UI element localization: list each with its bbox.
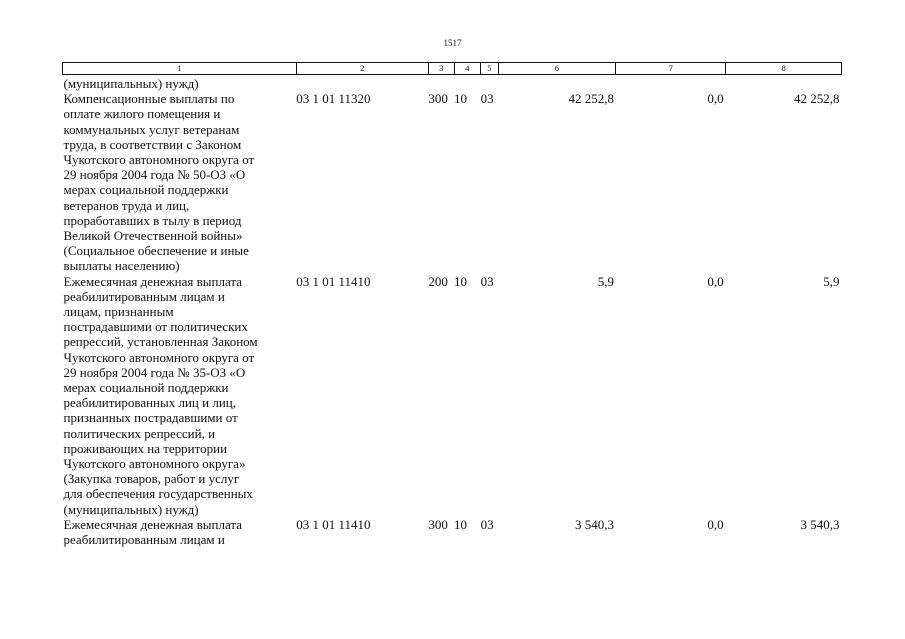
row-description: Ежемесячная денежная выплата реабилитированным лицам и bbox=[63, 516, 242, 548]
row-code: 03 1 01 11410 bbox=[296, 273, 371, 289]
row-col-3: 300 bbox=[428, 91, 448, 107]
row-col-4: 10 bbox=[454, 91, 468, 107]
header-cell-6: 6 bbox=[498, 63, 616, 75]
header-cell-5: 5 bbox=[481, 63, 498, 75]
row-description: Компенсационные выплаты по оплате жилого помещения и коммунальных услуг ветеранам труда, в соответствии с Законом Чукотского автономного округа от 29 ноября 2004 года № 50-ОЗ «О мерах социальной поддержки ветеранов труда и лиц, проработавших в тылу в период Великой Отечественной войны» (Социальное обеспечение и иные выплаты населению) bbox=[63, 91, 255, 274]
table-row bbox=[63, 91, 842, 273]
header-cell-1: 1 bbox=[63, 63, 297, 75]
table-row bbox=[63, 274, 842, 517]
header-cell-7: 7 bbox=[616, 63, 726, 75]
row-col-8: 42 252,8 bbox=[794, 91, 840, 107]
row-col-5: 03 bbox=[480, 516, 494, 532]
row-description: Ежемесячная денежная выплата реабилитированным лицам и лицам, признанным пострадавшими от политических репрессий, установленная Законом Чукотского автономного округа от 29 ноября 2004 года № 35-ОЗ «О мерах социальной поддержки реабилитированных лиц и лиц, признанных пострадавшими от политических репрессий, и проживающих на территории Чукотского автономного округа» (Закупка товаров, работ и услуг для обеспечения государственных (муниципальных) нужд) bbox=[63, 273, 258, 517]
row-code: 03 1 01 11320 bbox=[296, 91, 371, 107]
row-col-8: 3 540,3 bbox=[800, 516, 840, 532]
row-col-6: 42 252,8 bbox=[568, 91, 614, 107]
header-cell-2: 2 bbox=[296, 63, 428, 75]
row-col-6: 5,9 bbox=[597, 273, 614, 289]
table-row bbox=[63, 517, 842, 547]
header-cell-8: 8 bbox=[726, 63, 842, 75]
row-col-6: 3 540,3 bbox=[574, 516, 614, 532]
row-col-7: 0,0 bbox=[707, 516, 724, 532]
row-col-5: 03 bbox=[480, 273, 494, 289]
header-cell-4: 4 bbox=[454, 63, 481, 75]
column-number-header bbox=[63, 63, 842, 75]
row-col-7: 0,0 bbox=[707, 273, 724, 289]
budget-table bbox=[62, 62, 842, 547]
row-col-4: 10 bbox=[454, 516, 468, 532]
header-cell-3: 3 bbox=[428, 63, 454, 75]
row-col-7: 0,0 bbox=[707, 91, 724, 107]
row-col-4: 10 bbox=[454, 273, 468, 289]
page-number: 1517 bbox=[443, 38, 462, 48]
row-col-5: 03 bbox=[480, 91, 494, 107]
row-col-8: 5,9 bbox=[823, 273, 840, 289]
continuation-row bbox=[63, 75, 842, 92]
row-code: 03 1 01 11410 bbox=[296, 516, 371, 532]
continuation-text: (муниципальных) нужд) bbox=[63, 76, 199, 91]
row-col-3: 300 bbox=[428, 516, 448, 532]
row-col-3: 200 bbox=[428, 273, 448, 289]
